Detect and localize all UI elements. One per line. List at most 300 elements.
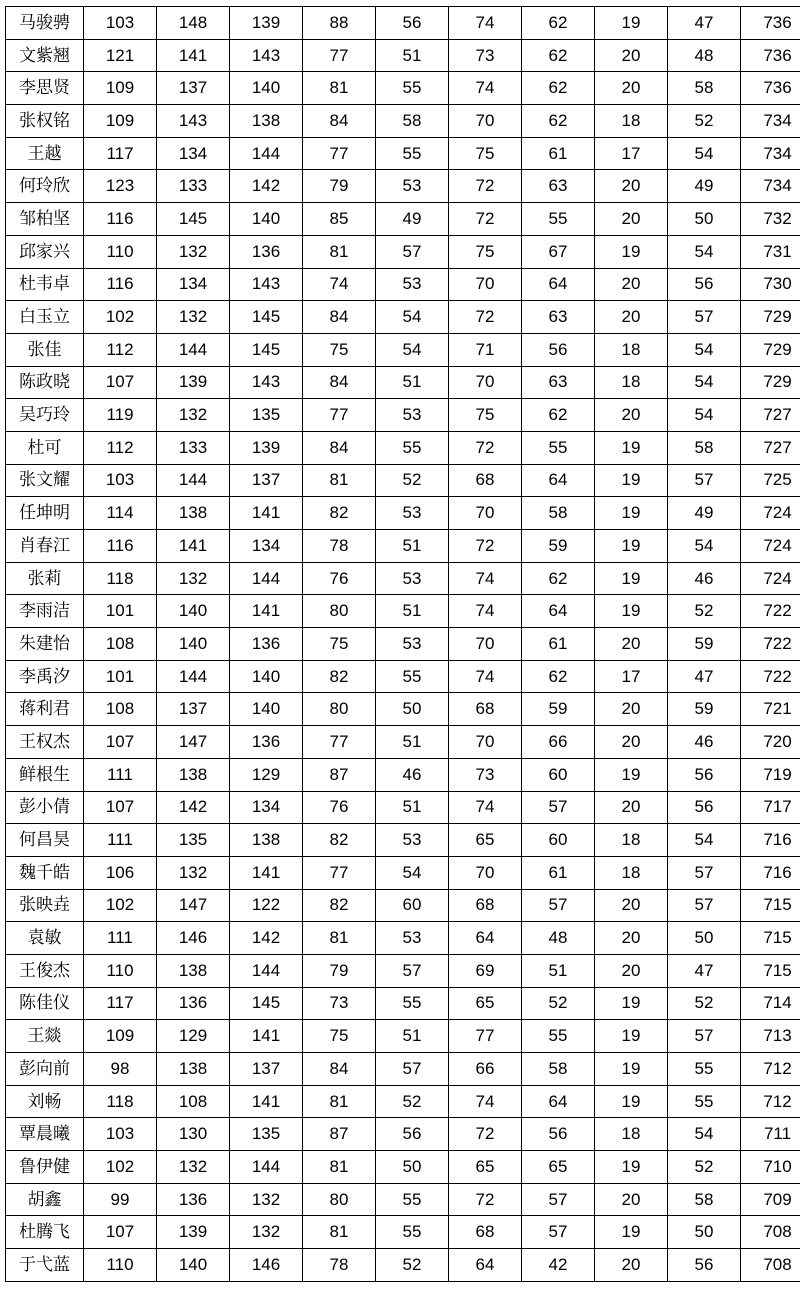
- total-score-cell: 722: [741, 660, 800, 693]
- student-name-cell: 彭向前: [6, 1053, 84, 1086]
- score-8-cell: 19: [595, 431, 668, 464]
- score-2-cell: 138: [157, 497, 230, 530]
- score-7-cell: 65: [522, 1151, 595, 1184]
- score-1-cell: 116: [84, 203, 157, 236]
- score-5-cell: 54: [376, 856, 449, 889]
- score-5-cell: 56: [376, 1118, 449, 1151]
- score-9-cell: 54: [668, 1118, 741, 1151]
- student-name-cell: 蒋利君: [6, 693, 84, 726]
- score-8-cell: 20: [595, 301, 668, 334]
- score-8-cell: 20: [595, 170, 668, 203]
- student-name-cell: 张映垚: [6, 889, 84, 922]
- score-5-cell: 55: [376, 987, 449, 1020]
- score-2-cell: 147: [157, 889, 230, 922]
- table-row: [6, 562, 800, 595]
- score-6-cell: 68: [449, 1216, 522, 1249]
- score-6-cell: 72: [449, 1118, 522, 1151]
- score-5-cell: 50: [376, 1151, 449, 1184]
- score-6-cell: 70: [449, 366, 522, 399]
- score-6-cell: 68: [449, 464, 522, 497]
- table-row: [6, 889, 800, 922]
- score-8-cell: 19: [595, 1053, 668, 1086]
- score-4-cell: 78: [303, 530, 376, 563]
- score-6-cell: 64: [449, 922, 522, 955]
- score-7-cell: 57: [522, 889, 595, 922]
- score-2-cell: 130: [157, 1118, 230, 1151]
- score-4-cell: 84: [303, 105, 376, 138]
- score-9-cell: 56: [668, 791, 741, 824]
- score-1-cell: 112: [84, 333, 157, 366]
- score-1-cell: 106: [84, 856, 157, 889]
- table-row: [6, 1020, 800, 1053]
- table-row: [6, 628, 800, 661]
- score-8-cell: 20: [595, 628, 668, 661]
- score-9-cell: 50: [668, 922, 741, 955]
- score-table: [5, 6, 800, 1282]
- score-1-cell: 109: [84, 105, 157, 138]
- score-7-cell: 58: [522, 497, 595, 530]
- score-4-cell: 76: [303, 791, 376, 824]
- score-4-cell: 87: [303, 1118, 376, 1151]
- score-9-cell: 46: [668, 562, 741, 595]
- score-1-cell: 118: [84, 1085, 157, 1118]
- score-4-cell: 77: [303, 726, 376, 759]
- score-2-cell: 135: [157, 824, 230, 857]
- score-2-cell: 144: [157, 660, 230, 693]
- score-6-cell: 74: [449, 1085, 522, 1118]
- score-6-cell: 66: [449, 1053, 522, 1086]
- score-3-cell: 141: [230, 1020, 303, 1053]
- score-8-cell: 19: [595, 530, 668, 563]
- score-2-cell: 147: [157, 726, 230, 759]
- score-6-cell: 69: [449, 954, 522, 987]
- score-2-cell: 140: [157, 1249, 230, 1282]
- table-row: [6, 7, 800, 40]
- score-8-cell: 20: [595, 203, 668, 236]
- student-name-cell: 邹柏坚: [6, 203, 84, 236]
- score-5-cell: 53: [376, 628, 449, 661]
- student-name-cell: 何玲欣: [6, 170, 84, 203]
- score-7-cell: 57: [522, 1183, 595, 1216]
- student-name-cell: 陈佳仪: [6, 987, 84, 1020]
- score-5-cell: 49: [376, 203, 449, 236]
- score-9-cell: 58: [668, 1183, 741, 1216]
- score-7-cell: 62: [522, 72, 595, 105]
- student-name-cell: 张佳: [6, 333, 84, 366]
- score-7-cell: 57: [522, 791, 595, 824]
- score-9-cell: 59: [668, 628, 741, 661]
- score-4-cell: 81: [303, 1085, 376, 1118]
- table-row: [6, 497, 800, 530]
- score-9-cell: 54: [668, 824, 741, 857]
- score-1-cell: 102: [84, 889, 157, 922]
- total-score-cell: 736: [741, 39, 800, 72]
- score-4-cell: 81: [303, 1216, 376, 1249]
- score-5-cell: 53: [376, 268, 449, 301]
- score-5-cell: 53: [376, 922, 449, 955]
- total-score-cell: 712: [741, 1053, 800, 1086]
- score-3-cell: 145: [230, 333, 303, 366]
- score-1-cell: 116: [84, 530, 157, 563]
- student-name-cell: 李思贤: [6, 72, 84, 105]
- score-7-cell: 67: [522, 235, 595, 268]
- student-name-cell: 鲜根生: [6, 758, 84, 791]
- score-4-cell: 75: [303, 1020, 376, 1053]
- score-7-cell: 51: [522, 954, 595, 987]
- score-4-cell: 74: [303, 268, 376, 301]
- total-score-cell: 721: [741, 693, 800, 726]
- table-row: [6, 693, 800, 726]
- score-6-cell: 74: [449, 72, 522, 105]
- score-7-cell: 55: [522, 203, 595, 236]
- score-1-cell: 103: [84, 1118, 157, 1151]
- score-8-cell: 19: [595, 1085, 668, 1118]
- score-2-cell: 148: [157, 7, 230, 40]
- score-4-cell: 84: [303, 431, 376, 464]
- total-score-cell: 736: [741, 72, 800, 105]
- score-5-cell: 55: [376, 1183, 449, 1216]
- score-6-cell: 72: [449, 1183, 522, 1216]
- score-9-cell: 56: [668, 268, 741, 301]
- score-9-cell: 47: [668, 660, 741, 693]
- total-score-cell: 716: [741, 856, 800, 889]
- score-3-cell: 145: [230, 987, 303, 1020]
- score-8-cell: 19: [595, 562, 668, 595]
- score-4-cell: 82: [303, 889, 376, 922]
- score-9-cell: 58: [668, 72, 741, 105]
- total-score-cell: 724: [741, 562, 800, 595]
- table-row: [6, 1216, 800, 1249]
- score-7-cell: 63: [522, 170, 595, 203]
- student-name-cell: 马骏骋: [6, 7, 84, 40]
- score-5-cell: 51: [376, 1020, 449, 1053]
- score-9-cell: 46: [668, 726, 741, 759]
- table-row: [6, 922, 800, 955]
- score-3-cell: 122: [230, 889, 303, 922]
- score-4-cell: 77: [303, 137, 376, 170]
- score-8-cell: 19: [595, 1151, 668, 1184]
- score-2-cell: 132: [157, 562, 230, 595]
- score-7-cell: 58: [522, 1053, 595, 1086]
- table-row: [6, 530, 800, 563]
- score-8-cell: 20: [595, 268, 668, 301]
- student-name-cell: 何昌昊: [6, 824, 84, 857]
- student-name-cell: 白玉立: [6, 301, 84, 334]
- score-5-cell: 54: [376, 333, 449, 366]
- score-4-cell: 81: [303, 922, 376, 955]
- score-1-cell: 108: [84, 628, 157, 661]
- score-8-cell: 19: [595, 1216, 668, 1249]
- score-8-cell: 20: [595, 922, 668, 955]
- score-5-cell: 60: [376, 889, 449, 922]
- score-5-cell: 53: [376, 399, 449, 432]
- student-name-cell: 杜可: [6, 431, 84, 464]
- student-name-cell: 于弋蓝: [6, 1249, 84, 1282]
- score-2-cell: 132: [157, 301, 230, 334]
- total-score-cell: 715: [741, 889, 800, 922]
- table-row: [6, 1053, 800, 1086]
- student-name-cell: 李禹汐: [6, 660, 84, 693]
- student-name-cell: 王燚: [6, 1020, 84, 1053]
- table-row: [6, 170, 800, 203]
- score-4-cell: 81: [303, 464, 376, 497]
- score-4-cell: 84: [303, 301, 376, 334]
- score-9-cell: 54: [668, 137, 741, 170]
- score-4-cell: 73: [303, 987, 376, 1020]
- score-3-cell: 138: [230, 105, 303, 138]
- score-4-cell: 77: [303, 399, 376, 432]
- score-8-cell: 20: [595, 1183, 668, 1216]
- score-1-cell: 117: [84, 137, 157, 170]
- score-6-cell: 74: [449, 562, 522, 595]
- score-2-cell: 144: [157, 464, 230, 497]
- table-row: [6, 464, 800, 497]
- total-score-cell: 727: [741, 399, 800, 432]
- score-1-cell: 103: [84, 464, 157, 497]
- score-4-cell: 82: [303, 497, 376, 530]
- score-6-cell: 72: [449, 301, 522, 334]
- score-1-cell: 121: [84, 39, 157, 72]
- score-4-cell: 79: [303, 170, 376, 203]
- score-9-cell: 57: [668, 889, 741, 922]
- table-row: [6, 137, 800, 170]
- score-3-cell: 132: [230, 1216, 303, 1249]
- score-6-cell: 68: [449, 889, 522, 922]
- score-3-cell: 141: [230, 856, 303, 889]
- score-8-cell: 19: [595, 497, 668, 530]
- score-4-cell: 78: [303, 1249, 376, 1282]
- score-3-cell: 132: [230, 1183, 303, 1216]
- score-5-cell: 52: [376, 1249, 449, 1282]
- score-2-cell: 140: [157, 595, 230, 628]
- score-1-cell: 107: [84, 366, 157, 399]
- student-name-cell: 鲁伊健: [6, 1151, 84, 1184]
- score-8-cell: 18: [595, 366, 668, 399]
- table-row: [6, 235, 800, 268]
- score-4-cell: 81: [303, 1151, 376, 1184]
- score-7-cell: 57: [522, 1216, 595, 1249]
- score-7-cell: 62: [522, 660, 595, 693]
- score-1-cell: 110: [84, 235, 157, 268]
- table-row: [6, 824, 800, 857]
- score-9-cell: 54: [668, 235, 741, 268]
- score-7-cell: 62: [522, 7, 595, 40]
- score-6-cell: 75: [449, 137, 522, 170]
- score-4-cell: 82: [303, 824, 376, 857]
- score-5-cell: 55: [376, 660, 449, 693]
- score-9-cell: 49: [668, 497, 741, 530]
- total-score-cell: 725: [741, 464, 800, 497]
- score-4-cell: 81: [303, 235, 376, 268]
- score-2-cell: 141: [157, 39, 230, 72]
- score-3-cell: 142: [230, 922, 303, 955]
- score-4-cell: 76: [303, 562, 376, 595]
- total-score-cell: 731: [741, 235, 800, 268]
- score-1-cell: 114: [84, 497, 157, 530]
- score-7-cell: 66: [522, 726, 595, 759]
- score-9-cell: 59: [668, 693, 741, 726]
- score-2-cell: 138: [157, 1053, 230, 1086]
- score-5-cell: 55: [376, 431, 449, 464]
- score-7-cell: 62: [522, 562, 595, 595]
- score-2-cell: 133: [157, 431, 230, 464]
- score-4-cell: 75: [303, 333, 376, 366]
- score-4-cell: 80: [303, 693, 376, 726]
- score-8-cell: 18: [595, 333, 668, 366]
- score-3-cell: 144: [230, 1151, 303, 1184]
- score-1-cell: 99: [84, 1183, 157, 1216]
- table-row: [6, 72, 800, 105]
- score-9-cell: 48: [668, 39, 741, 72]
- score-7-cell: 60: [522, 758, 595, 791]
- score-3-cell: 140: [230, 660, 303, 693]
- score-3-cell: 143: [230, 366, 303, 399]
- score-6-cell: 70: [449, 726, 522, 759]
- score-9-cell: 54: [668, 399, 741, 432]
- score-2-cell: 132: [157, 856, 230, 889]
- student-name-cell: 朱建怡: [6, 628, 84, 661]
- score-3-cell: 134: [230, 791, 303, 824]
- score-3-cell: 140: [230, 203, 303, 236]
- score-7-cell: 59: [522, 530, 595, 563]
- student-name-cell: 胡鑫: [6, 1183, 84, 1216]
- score-3-cell: 142: [230, 170, 303, 203]
- score-1-cell: 110: [84, 954, 157, 987]
- score-5-cell: 57: [376, 235, 449, 268]
- score-6-cell: 72: [449, 431, 522, 464]
- score-8-cell: 17: [595, 137, 668, 170]
- total-score-cell: 730: [741, 268, 800, 301]
- score-7-cell: 42: [522, 1249, 595, 1282]
- score-1-cell: 107: [84, 791, 157, 824]
- score-7-cell: 62: [522, 399, 595, 432]
- score-6-cell: 74: [449, 660, 522, 693]
- score-9-cell: 54: [668, 333, 741, 366]
- score-6-cell: 64: [449, 1249, 522, 1282]
- total-score-cell: 708: [741, 1249, 800, 1282]
- student-name-cell: 文紫翘: [6, 39, 84, 72]
- score-4-cell: 88: [303, 7, 376, 40]
- score-3-cell: 135: [230, 399, 303, 432]
- student-name-cell: 彭小倩: [6, 791, 84, 824]
- score-3-cell: 139: [230, 7, 303, 40]
- total-score-cell: 712: [741, 1085, 800, 1118]
- table-row: [6, 1183, 800, 1216]
- score-4-cell: 81: [303, 72, 376, 105]
- table-row: [6, 431, 800, 464]
- table-row: [6, 856, 800, 889]
- score-7-cell: 52: [522, 987, 595, 1020]
- table-row: [6, 595, 800, 628]
- total-score-cell: 732: [741, 203, 800, 236]
- score-6-cell: 74: [449, 791, 522, 824]
- table-row: [6, 758, 800, 791]
- score-8-cell: 20: [595, 889, 668, 922]
- student-name-cell: 肖春江: [6, 530, 84, 563]
- score-3-cell: 138: [230, 824, 303, 857]
- score-9-cell: 50: [668, 1216, 741, 1249]
- score-3-cell: 137: [230, 464, 303, 497]
- score-1-cell: 109: [84, 72, 157, 105]
- score-6-cell: 73: [449, 758, 522, 791]
- score-7-cell: 61: [522, 137, 595, 170]
- score-9-cell: 54: [668, 530, 741, 563]
- student-name-cell: 覃晨曦: [6, 1118, 84, 1151]
- score-3-cell: 143: [230, 268, 303, 301]
- score-8-cell: 20: [595, 39, 668, 72]
- score-3-cell: 144: [230, 137, 303, 170]
- table-row: [6, 791, 800, 824]
- score-3-cell: 144: [230, 562, 303, 595]
- score-7-cell: 55: [522, 431, 595, 464]
- score-1-cell: 112: [84, 431, 157, 464]
- total-score-cell: 720: [741, 726, 800, 759]
- total-score-cell: 713: [741, 1020, 800, 1053]
- score-6-cell: 70: [449, 856, 522, 889]
- score-9-cell: 57: [668, 301, 741, 334]
- total-score-cell: 711: [741, 1118, 800, 1151]
- score-5-cell: 53: [376, 824, 449, 857]
- score-6-cell: 65: [449, 987, 522, 1020]
- student-name-cell: 邱家兴: [6, 235, 84, 268]
- score-7-cell: 61: [522, 856, 595, 889]
- score-7-cell: 63: [522, 366, 595, 399]
- score-5-cell: 46: [376, 758, 449, 791]
- score-1-cell: 116: [84, 268, 157, 301]
- score-8-cell: 19: [595, 1020, 668, 1053]
- score-4-cell: 79: [303, 954, 376, 987]
- table-row: [6, 726, 800, 759]
- score-5-cell: 53: [376, 497, 449, 530]
- student-name-cell: 王越: [6, 137, 84, 170]
- total-score-cell: 722: [741, 628, 800, 661]
- score-8-cell: 20: [595, 954, 668, 987]
- score-8-cell: 19: [595, 987, 668, 1020]
- score-8-cell: 18: [595, 856, 668, 889]
- score-3-cell: 135: [230, 1118, 303, 1151]
- score-4-cell: 84: [303, 1053, 376, 1086]
- student-name-cell: 任坤明: [6, 497, 84, 530]
- score-1-cell: 123: [84, 170, 157, 203]
- score-4-cell: 77: [303, 856, 376, 889]
- score-7-cell: 62: [522, 39, 595, 72]
- total-score-cell: 715: [741, 954, 800, 987]
- score-6-cell: 74: [449, 595, 522, 628]
- total-score-cell: 729: [741, 301, 800, 334]
- score-8-cell: 20: [595, 1249, 668, 1282]
- score-9-cell: 52: [668, 105, 741, 138]
- score-8-cell: 20: [595, 693, 668, 726]
- score-9-cell: 57: [668, 464, 741, 497]
- score-2-cell: 141: [157, 530, 230, 563]
- score-8-cell: 17: [595, 660, 668, 693]
- score-7-cell: 56: [522, 1118, 595, 1151]
- score-9-cell: 54: [668, 366, 741, 399]
- score-6-cell: 72: [449, 170, 522, 203]
- score-5-cell: 55: [376, 72, 449, 105]
- score-7-cell: 64: [522, 1085, 595, 1118]
- total-score-cell: 710: [741, 1151, 800, 1184]
- score-1-cell: 98: [84, 1053, 157, 1086]
- student-name-cell: 吴巧玲: [6, 399, 84, 432]
- score-1-cell: 107: [84, 726, 157, 759]
- table-row: [6, 268, 800, 301]
- student-name-cell: 张权铭: [6, 105, 84, 138]
- table-row: [6, 954, 800, 987]
- score-5-cell: 53: [376, 562, 449, 595]
- score-1-cell: 111: [84, 758, 157, 791]
- student-name-cell: 袁敏: [6, 922, 84, 955]
